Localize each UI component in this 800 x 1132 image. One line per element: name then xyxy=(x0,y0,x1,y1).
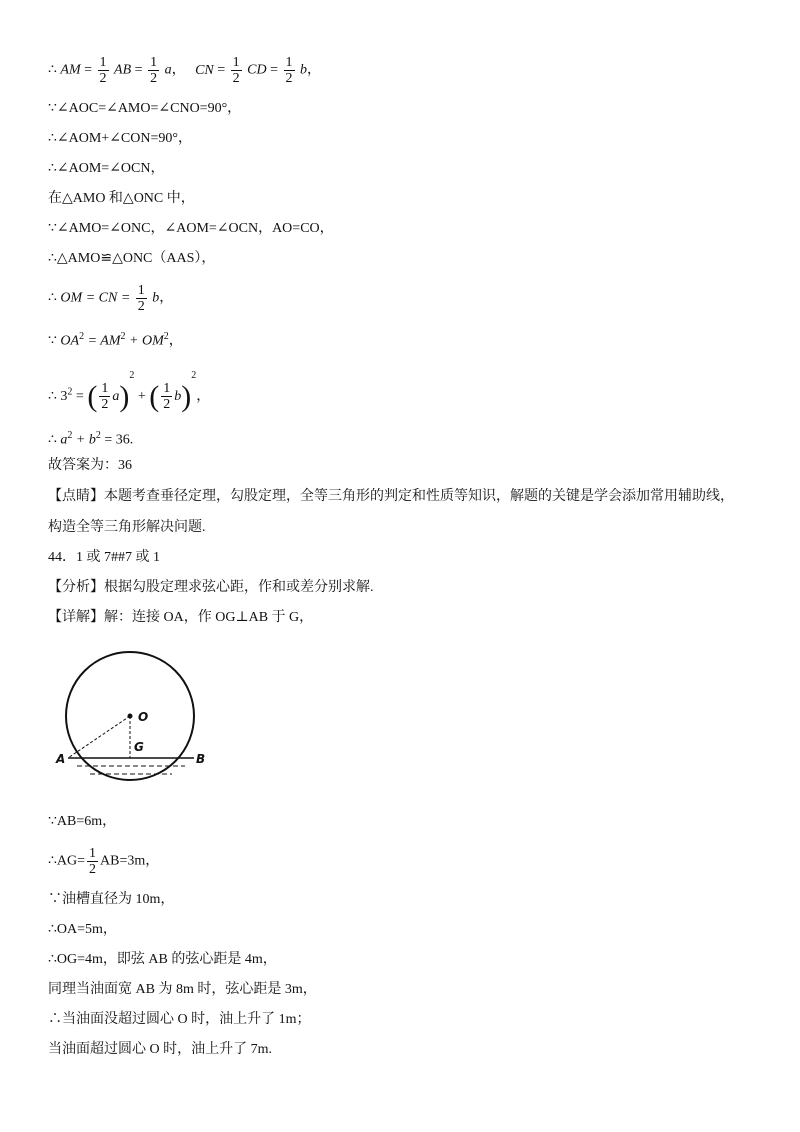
therefore-symbol: ∴ xyxy=(48,432,57,448)
line-11 xyxy=(48,426,133,451)
expr-ab-3m: AB=3m， xyxy=(100,853,160,869)
frac-den: 2 xyxy=(99,71,107,86)
line-6: ∵∠AMO=∠ONC，∠AOM=∠OCN，AO=CO， xyxy=(48,221,334,236)
because-symbol: ∵ xyxy=(48,333,57,349)
exponent: 2 xyxy=(163,331,169,342)
frac-num: 1 xyxy=(101,381,109,397)
fraction-half xyxy=(231,55,242,86)
line-8 xyxy=(48,283,173,314)
solution-line-2 xyxy=(48,846,159,877)
exponent: 2 xyxy=(67,386,73,398)
comment-line-2: 构造全等三角形解决问题. xyxy=(48,520,206,535)
equals: = xyxy=(72,389,88,404)
analysis-line: 【分析】根据勾股定理求弦心距，作和或差分别求解. xyxy=(48,580,374,595)
frac-den: 2 xyxy=(137,299,145,314)
frac-num: 1 xyxy=(232,55,240,70)
label-o: O xyxy=(138,710,149,724)
frac-num: 1 xyxy=(150,55,158,70)
solution-line-7: ∴当油面没超过圆心 O 时，油上升了 1m； xyxy=(48,1012,311,1027)
fraction-half xyxy=(161,381,172,412)
frac-den: 2 xyxy=(285,71,293,86)
exponent: 2 xyxy=(129,370,135,381)
comment-line-1: 【点睛】本题考查垂径定理，勾股定理，全等三角形的判定和性质等知识，解题的关键是学会添加常用辅助线， xyxy=(48,489,734,504)
number-three: 3 xyxy=(60,389,68,404)
fraction-half xyxy=(87,846,98,877)
comma: ， xyxy=(171,62,186,78)
frac-num: 1 xyxy=(99,55,107,70)
frac-den: 2 xyxy=(101,397,109,413)
therefore-symbol: ∴ xyxy=(48,62,57,78)
solution-line-8: 当油面超过圆心 O 时，油上升了 7m. xyxy=(48,1042,272,1057)
frac-den: 2 xyxy=(89,862,97,877)
label-a: A xyxy=(56,752,66,766)
var-b: b xyxy=(174,389,182,404)
comma: ， xyxy=(159,290,174,306)
var-b: b xyxy=(152,290,160,306)
answer-line: 故答案为：36 xyxy=(48,458,132,473)
expr-om-cn: OM = CN = xyxy=(60,290,131,306)
equals: = xyxy=(217,62,226,78)
right-paren: ) xyxy=(119,379,130,413)
expr-ab: AB xyxy=(114,62,132,78)
expr-oa: OA xyxy=(60,333,80,349)
fraction-half xyxy=(148,55,159,86)
expr-ag: ∴AG= xyxy=(48,853,86,869)
line-1 xyxy=(48,55,321,86)
fraction-half xyxy=(284,55,295,86)
left-paren: ( xyxy=(87,379,98,413)
question-44-answer: 44．1 或 7##7 或 1 xyxy=(48,550,160,565)
line-9 xyxy=(48,327,183,352)
equals: = xyxy=(270,62,279,78)
line-7: ∴△AMO≌△ONC（AAS）， xyxy=(48,251,216,266)
expr-cd: CD xyxy=(247,62,267,78)
var-a: a xyxy=(112,389,120,404)
period: . xyxy=(129,432,134,448)
left-paren: ( xyxy=(149,379,160,413)
expr-am: AM xyxy=(60,62,81,78)
label-b: B xyxy=(196,752,206,766)
exponent: 2 xyxy=(191,370,197,381)
expr-plus-b: + b xyxy=(72,432,96,448)
detail-line: 【详解】解：连接 OA，作 OG⊥AB 于 G， xyxy=(48,610,314,625)
plus: + xyxy=(137,389,150,404)
line-10 xyxy=(48,366,210,412)
var-a: a xyxy=(164,62,172,78)
fraction-half xyxy=(99,381,110,412)
label-g: G xyxy=(134,740,144,754)
expr-cn: CN xyxy=(195,62,214,78)
frac-num: 1 xyxy=(137,283,145,298)
therefore-symbol: ∴ xyxy=(48,290,57,306)
equals: = xyxy=(134,62,143,78)
frac-den: 2 xyxy=(163,397,171,413)
comma: ， xyxy=(307,62,322,78)
expr-om: + OM xyxy=(125,333,164,349)
exponent: 2 xyxy=(79,331,85,342)
exponent: 2 xyxy=(120,331,126,342)
circle-figure xyxy=(48,650,218,800)
solution-line-4: ∴OA=5m， xyxy=(48,922,117,937)
solution-line-5: ∴OG=4m，即弦 AB 的弦心距是 4m， xyxy=(48,952,277,967)
frac-num: 1 xyxy=(285,55,293,70)
solution-line-3: ∵油槽直径为 10m， xyxy=(48,892,175,907)
fraction-half xyxy=(98,55,109,86)
frac-num: 1 xyxy=(89,846,97,861)
frac-den: 2 xyxy=(232,71,240,86)
equals: = xyxy=(84,62,93,78)
line-5: 在△AMO 和△ONC 中， xyxy=(48,191,195,206)
comma: ， xyxy=(196,389,211,404)
exponent: 2 xyxy=(95,430,101,441)
solution-line-1: ∵AB=6m， xyxy=(48,814,117,829)
line-4: ∴∠AOM=∠OCN， xyxy=(48,161,165,176)
frac-den: 2 xyxy=(150,71,158,86)
var-b: b xyxy=(300,62,308,78)
center-point xyxy=(128,714,133,719)
comma: ， xyxy=(168,333,183,349)
line-3: ∴∠AOM+∠CON=90°， xyxy=(48,131,192,146)
expr-am: = AM xyxy=(84,333,121,349)
var-a: a xyxy=(60,432,68,448)
therefore-symbol: ∴ xyxy=(48,389,57,404)
line-2: ∵∠AOC=∠AMO=∠CNO=90°， xyxy=(48,101,242,116)
frac-num: 1 xyxy=(163,381,171,397)
solution-line-6: 同理当油面宽 AB 为 8m 时，弦心距是 3m， xyxy=(48,982,317,997)
right-paren: ) xyxy=(181,379,192,413)
equals-36: = 36 xyxy=(100,432,130,448)
fraction-half xyxy=(136,283,147,314)
exponent: 2 xyxy=(67,430,73,441)
